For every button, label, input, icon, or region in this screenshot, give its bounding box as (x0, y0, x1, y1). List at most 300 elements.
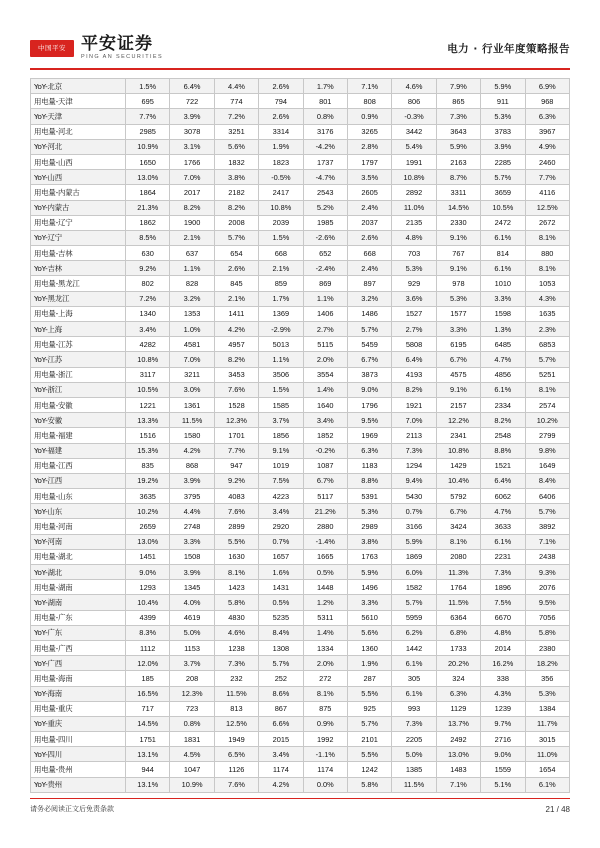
row-label: YoY-江西 (31, 473, 126, 488)
table-cell: 4223 (259, 489, 303, 504)
table-cell: 5.3% (481, 109, 525, 124)
table-cell: 1496 (347, 580, 391, 595)
table-cell: 1527 (392, 306, 436, 321)
table-cell: 9.0% (347, 382, 391, 397)
table-cell: 1242 (347, 762, 391, 777)
table-cell: 13.0% (436, 747, 480, 762)
row-label: YoY-山东 (31, 504, 126, 519)
row-label: YoY-海南 (31, 686, 126, 701)
table-cell: 11.5% (214, 686, 258, 701)
table-row (31, 413, 570, 428)
table-row (31, 139, 570, 154)
table-cell: 3211 (170, 367, 214, 382)
table-cell: 1353 (170, 306, 214, 321)
table-cell: -2.9% (259, 322, 303, 337)
table-cell: -2.4% (303, 261, 347, 276)
table-cell: 3.9% (170, 473, 214, 488)
table-cell: 3.4% (303, 413, 347, 428)
table-cell: 5.9% (481, 79, 525, 94)
row-label: 用电量-吉林 (31, 246, 126, 261)
table-cell: 5117 (303, 489, 347, 504)
table-row (31, 215, 570, 230)
table-cell: 8.8% (481, 443, 525, 458)
table-cell: 630 (126, 246, 170, 261)
table-cell: 947 (214, 458, 258, 473)
table-cell: 1528 (214, 397, 258, 412)
table-body (31, 79, 570, 793)
table-cell: 13.3% (126, 413, 170, 428)
row-label: 用电量-重庆 (31, 701, 126, 716)
table-cell: 1010 (481, 276, 525, 291)
table-cell: 2182 (214, 185, 258, 200)
table-cell: 8.2% (214, 200, 258, 215)
brand-logo (30, 33, 164, 61)
table-cell: 1580 (170, 428, 214, 443)
table-cell: 7.1% (525, 534, 569, 549)
table-cell: 4282 (126, 337, 170, 352)
row-label: YoY-天津 (31, 109, 126, 124)
row-label: 用电量-湖北 (31, 549, 126, 564)
row-label: 用电量-安徽 (31, 397, 126, 412)
table-cell: 5235 (259, 610, 303, 625)
table-cell: 5251 (525, 367, 569, 382)
table-cell: 2205 (392, 732, 436, 747)
table-cell: 911 (481, 94, 525, 109)
table-cell: 1598 (481, 306, 525, 321)
table-cell: 14.5% (436, 200, 480, 215)
row-label: YoY-贵州 (31, 777, 126, 792)
table-cell: 9.3% (525, 565, 569, 580)
table-cell: 1733 (436, 640, 480, 655)
table-cell: 668 (347, 246, 391, 261)
table-cell: 1751 (126, 732, 170, 747)
table-row (31, 534, 570, 549)
table-cell: 5.2% (303, 200, 347, 215)
table-cell: 6195 (436, 337, 480, 352)
table-cell: 1360 (347, 640, 391, 655)
table-cell: 2.6% (347, 230, 391, 245)
table-row (31, 306, 570, 321)
table-cell: 3.2% (170, 291, 214, 306)
table-cell: 7.9% (436, 79, 480, 94)
row-label: YoY-广西 (31, 656, 126, 671)
row-label: YoY-重庆 (31, 716, 126, 731)
table-cell: -0.2% (303, 443, 347, 458)
table-cell: 1174 (303, 762, 347, 777)
table-cell: 4.2% (170, 443, 214, 458)
table-cell: 4.8% (392, 230, 436, 245)
table-cell: 865 (436, 94, 480, 109)
table-row (31, 230, 570, 245)
table-row (31, 291, 570, 306)
table-cell: 6485 (481, 337, 525, 352)
table-cell: 2460 (525, 154, 569, 169)
table-cell: 4.6% (392, 79, 436, 94)
table-cell: 5.7% (347, 716, 391, 731)
table-cell: 2.7% (392, 322, 436, 337)
table-cell: 6.1% (392, 656, 436, 671)
table-cell: 1559 (481, 762, 525, 777)
table-cell: 2.4% (347, 261, 391, 276)
table-cell: 6062 (481, 489, 525, 504)
table-row (31, 549, 570, 564)
table-row (31, 473, 570, 488)
table-cell: 2.6% (259, 109, 303, 124)
table-cell: 8.4% (259, 625, 303, 640)
table-cell: 0.7% (259, 534, 303, 549)
table-cell: 4856 (481, 367, 525, 382)
table-cell: 0.9% (347, 109, 391, 124)
table-cell: 10.8% (126, 352, 170, 367)
table-cell: 2157 (436, 397, 480, 412)
table-cell: 5.8% (214, 595, 258, 610)
table-cell: 6364 (436, 610, 480, 625)
table-row (31, 124, 570, 139)
row-label: 用电量-内蒙古 (31, 185, 126, 200)
table-cell: 2380 (525, 640, 569, 655)
table-cell: 3078 (170, 124, 214, 139)
table-cell: 1.3% (481, 322, 525, 337)
table-cell: 1126 (214, 762, 258, 777)
table-cell: 2472 (481, 215, 525, 230)
footer-divider (30, 798, 570, 799)
table-cell: 1087 (303, 458, 347, 473)
table-cell: 13.1% (126, 747, 170, 762)
table-cell: 1340 (126, 306, 170, 321)
table-cell: 11.7% (525, 716, 569, 731)
table-cell: 4.3% (525, 291, 569, 306)
table-cell: 21.3% (126, 200, 170, 215)
table-cell: 12.2% (436, 413, 480, 428)
table-cell: 7.3% (481, 565, 525, 580)
table-cell: 1411 (214, 306, 258, 321)
table-cell: 1635 (525, 306, 569, 321)
table-cell: 1384 (525, 701, 569, 716)
table-cell: 11.0% (392, 200, 436, 215)
row-label: 用电量-江苏 (31, 337, 126, 352)
table-cell: 1.1% (303, 291, 347, 306)
table-cell: 8.6% (259, 686, 303, 701)
table-cell: 1577 (436, 306, 480, 321)
table-cell: 2989 (347, 519, 391, 534)
table-cell: 0.8% (170, 716, 214, 731)
table-cell: 8.2% (481, 413, 525, 428)
table-cell: 7.6% (214, 382, 258, 397)
table-cell: 6.1% (481, 261, 525, 276)
brand-name-cn: 平安证券 (81, 33, 153, 54)
table-cell: 2899 (214, 519, 258, 534)
table-cell: 6.5% (214, 747, 258, 762)
table-cell: 1864 (126, 185, 170, 200)
table-cell: 2672 (525, 215, 569, 230)
table-cell: 3015 (525, 732, 569, 747)
row-label: YoY-上海 (31, 322, 126, 337)
table-cell: 1640 (303, 397, 347, 412)
table-cell: 208 (170, 671, 214, 686)
table-cell: 3.1% (170, 139, 214, 154)
table-cell: 1345 (170, 580, 214, 595)
table-cell: 4.7% (481, 352, 525, 367)
table-row (31, 397, 570, 412)
table-row (31, 200, 570, 215)
table-cell: 8.3% (126, 625, 170, 640)
table-cell: 8.1% (525, 230, 569, 245)
table-row (31, 671, 570, 686)
table-cell: 8.2% (392, 382, 436, 397)
table-cell: 20.2% (436, 656, 480, 671)
table-cell: 16.5% (126, 686, 170, 701)
table-cell: 12.3% (214, 413, 258, 428)
table-cell: 1483 (436, 762, 480, 777)
table-cell: 3873 (347, 367, 391, 382)
row-label: YoY-浙江 (31, 382, 126, 397)
table-cell: 252 (259, 671, 303, 686)
table-cell: 929 (392, 276, 436, 291)
table-cell: 808 (347, 94, 391, 109)
table-cell: 15.3% (126, 443, 170, 458)
table-row (31, 170, 570, 185)
table-cell: 3659 (481, 185, 525, 200)
table-row (31, 458, 570, 473)
table-cell: 1852 (303, 428, 347, 443)
table-cell: 2880 (303, 519, 347, 534)
table-cell: 2008 (214, 215, 258, 230)
table-cell: 12.0% (126, 656, 170, 671)
table-cell: 9.5% (525, 595, 569, 610)
table-cell: 6.8% (436, 625, 480, 640)
table-cell: 5.5% (347, 686, 391, 701)
table-row (31, 580, 570, 595)
table-cell: 5.0% (170, 625, 214, 640)
table-cell: 3311 (436, 185, 480, 200)
table-cell: 12.5% (214, 716, 258, 731)
row-label: YoY-黑龙江 (31, 291, 126, 306)
table-row (31, 322, 570, 337)
table-cell: 5808 (392, 337, 436, 352)
table-row (31, 625, 570, 640)
table-cell: 232 (214, 671, 258, 686)
table-cell: 5.5% (214, 534, 258, 549)
table-row (31, 762, 570, 777)
table-cell: 3554 (303, 367, 347, 382)
row-label: YoY-安徽 (31, 413, 126, 428)
table-cell: 5.8% (525, 625, 569, 640)
table-cell: 5610 (347, 610, 391, 625)
table-cell: 4.6% (214, 625, 258, 640)
table-cell: 0.8% (303, 109, 347, 124)
table-cell: 1.5% (259, 230, 303, 245)
table-cell: 3251 (214, 124, 258, 139)
table-cell: 1429 (436, 458, 480, 473)
table-cell: 6.1% (481, 382, 525, 397)
table-cell: 867 (259, 701, 303, 716)
table-cell: 1406 (303, 306, 347, 321)
table-cell: 1869 (392, 549, 436, 564)
table-cell: 7.3% (436, 109, 480, 124)
row-label: 用电量-上海 (31, 306, 126, 321)
table-cell: 9.8% (525, 443, 569, 458)
table-cell: 3.7% (259, 413, 303, 428)
table-row (31, 382, 570, 397)
table-cell: 4.5% (170, 747, 214, 762)
table-row (31, 154, 570, 169)
table-cell: 7.0% (170, 170, 214, 185)
table-cell: 6.3% (347, 443, 391, 458)
table-cell: 7.3% (392, 443, 436, 458)
ping-an-mark-icon: 中国平安 (30, 40, 74, 57)
table-cell: 338 (481, 671, 525, 686)
header-divider (30, 68, 570, 70)
row-label: 用电量-广西 (31, 640, 126, 655)
table-cell: 1969 (347, 428, 391, 443)
table-cell: 3506 (259, 367, 303, 382)
table-cell: 9.1% (259, 443, 303, 458)
row-label: YoY-山西 (31, 170, 126, 185)
table-cell: 806 (392, 94, 436, 109)
table-cell: 1.7% (259, 291, 303, 306)
row-label: YoY-湖北 (31, 565, 126, 580)
table-cell: 4.7% (481, 504, 525, 519)
electricity-consumption-table (30, 78, 570, 793)
table-cell: 1823 (259, 154, 303, 169)
table-cell: 814 (481, 246, 525, 261)
table-cell: 801 (303, 94, 347, 109)
table-cell: 2417 (259, 185, 303, 200)
table-cell: 1369 (259, 306, 303, 321)
table-cell: 5.7% (525, 504, 569, 519)
table-cell: 9.0% (126, 565, 170, 580)
row-label: YoY-四川 (31, 747, 126, 762)
table-cell: 2.6% (214, 261, 258, 276)
table-cell: 2037 (347, 215, 391, 230)
table-cell: 5.7% (347, 322, 391, 337)
row-label: 用电量-江西 (31, 458, 126, 473)
row-label: YoY-江苏 (31, 352, 126, 367)
table-cell: 2080 (436, 549, 480, 564)
table-cell: 6853 (525, 337, 569, 352)
row-label: YoY-湖南 (31, 595, 126, 610)
table-cell: 6.6% (259, 716, 303, 731)
table-cell: 993 (392, 701, 436, 716)
table-cell: 2.0% (303, 656, 347, 671)
table-cell: 8.2% (214, 352, 258, 367)
table-cell: 4.8% (481, 625, 525, 640)
table-cell: 1486 (347, 306, 391, 321)
row-label: 用电量-天津 (31, 94, 126, 109)
table-cell: 1112 (126, 640, 170, 655)
table-cell: 7.6% (214, 777, 258, 792)
table-cell: 968 (525, 94, 569, 109)
table-cell: 1053 (525, 276, 569, 291)
table-cell: 6.1% (481, 230, 525, 245)
table-cell: 7.5% (481, 595, 525, 610)
table-cell: 4957 (214, 337, 258, 352)
table-cell: 3.9% (481, 139, 525, 154)
table-cell: 8.8% (347, 473, 391, 488)
table-cell: 6.7% (436, 504, 480, 519)
table-cell: 813 (214, 701, 258, 716)
table-row (31, 610, 570, 625)
table-cell: 1856 (259, 428, 303, 443)
table-cell: 767 (436, 246, 480, 261)
table-cell: 717 (126, 701, 170, 716)
table-cell: 1.2% (303, 595, 347, 610)
table-cell: 3.3% (436, 322, 480, 337)
table-cell: 1153 (170, 640, 214, 655)
table-cell: 324 (436, 671, 480, 686)
table-row (31, 701, 570, 716)
table-cell: 2.6% (259, 79, 303, 94)
table-cell: 2039 (259, 215, 303, 230)
table-cell: 5.3% (436, 291, 480, 306)
table-cell: 654 (214, 246, 258, 261)
table-cell: 1862 (126, 215, 170, 230)
table-cell: 2231 (481, 549, 525, 564)
table-cell: 1451 (126, 549, 170, 564)
table-cell: 695 (126, 94, 170, 109)
table-cell: 9.7% (481, 716, 525, 731)
table-row (31, 656, 570, 671)
table-cell: 16.2% (481, 656, 525, 671)
table-cell: 3967 (525, 124, 569, 139)
page-number: 21 / 48 (545, 804, 570, 814)
row-label: 用电量-山东 (31, 489, 126, 504)
table-cell: 1949 (214, 732, 258, 747)
table-cell: 794 (259, 94, 303, 109)
row-label: YoY-河南 (31, 534, 126, 549)
table-cell: 1630 (214, 549, 258, 564)
table-cell: 6.3% (436, 686, 480, 701)
row-label: YoY-内蒙古 (31, 200, 126, 215)
table-cell: 5.7% (481, 170, 525, 185)
table-cell: 2014 (481, 640, 525, 655)
table-cell: 869 (303, 276, 347, 291)
table-row (31, 428, 570, 443)
table-cell: 6.7% (303, 473, 347, 488)
table-cell: 12.3% (170, 686, 214, 701)
table-cell: 10.8% (259, 200, 303, 215)
table-cell: 4.9% (525, 139, 569, 154)
table-cell: 2163 (436, 154, 480, 169)
table-cell: 8.1% (436, 534, 480, 549)
table-cell: 2330 (436, 215, 480, 230)
table-cell: 703 (392, 246, 436, 261)
table-cell: 1183 (347, 458, 391, 473)
table-row (31, 94, 570, 109)
table-cell: 1654 (525, 762, 569, 777)
table-row (31, 595, 570, 610)
table-cell: 0.9% (303, 716, 347, 731)
table-cell: 272 (303, 671, 347, 686)
table-cell: 3.4% (259, 504, 303, 519)
table-cell: 4.2% (214, 322, 258, 337)
table-cell: 9.2% (214, 473, 258, 488)
table-cell: 5.7% (392, 595, 436, 610)
table-cell: 10.2% (525, 413, 569, 428)
table-cell: 10.5% (481, 200, 525, 215)
table-cell: 7.0% (392, 413, 436, 428)
table-cell: 637 (170, 246, 214, 261)
row-label: 用电量-福建 (31, 428, 126, 443)
table-row (31, 276, 570, 291)
table-cell: 10.9% (126, 139, 170, 154)
table-row (31, 352, 570, 367)
table-cell: 1582 (392, 580, 436, 595)
table-cell: 21.2% (303, 504, 347, 519)
table-cell: 1.4% (303, 382, 347, 397)
table-cell: 5.6% (214, 139, 258, 154)
table-cell: 8.1% (525, 261, 569, 276)
